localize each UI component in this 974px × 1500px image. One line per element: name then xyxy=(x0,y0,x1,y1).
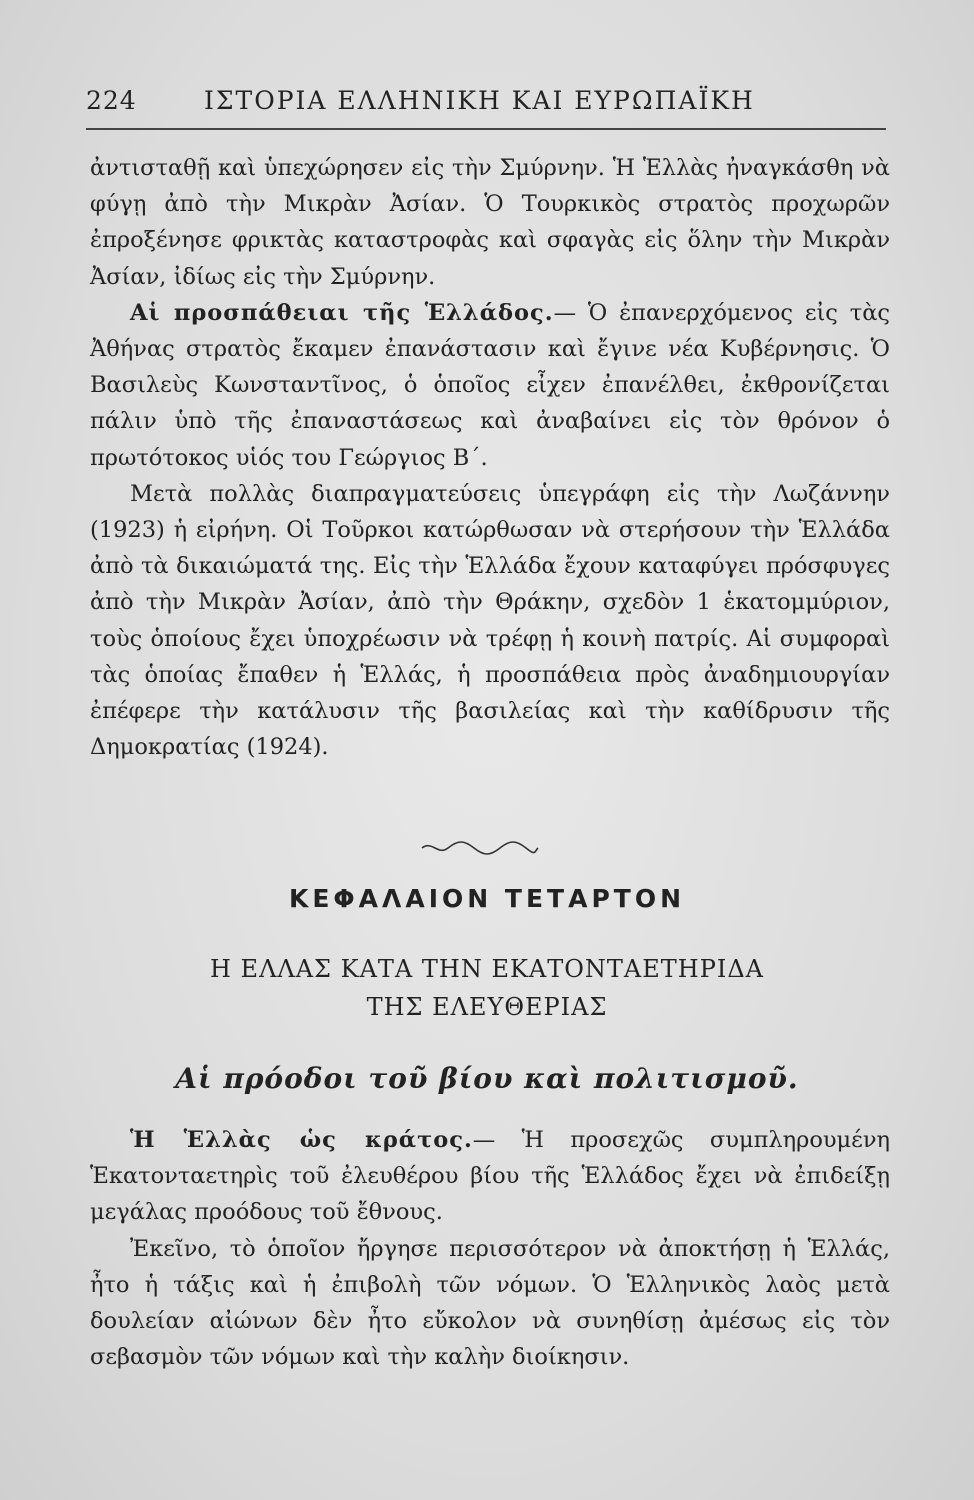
text-block-top xyxy=(90,150,890,765)
page-number: 224 xyxy=(86,86,137,115)
chapter-title-line: ΤΗΣ ΕΛΕΥΘΕΡΙΑΣ xyxy=(366,993,608,1021)
running-head: ΙΣΤΟΡΙΑ ΕΛΛΗΝΙΚΗ ΚΑΙ ΕΥΡΩΠΑΪΚΗ xyxy=(204,86,755,115)
section-title: Αἱ πρόοδοι τοῦ βίου καὶ πολιτισμοῦ. xyxy=(175,1062,799,1095)
chapter-title-line: Η ΕΛΛΑΣ ΚΑΤΑ ΤΗΝ ΕΚΑΤΟΝΤΑΕΤΗΡΙΔΑ xyxy=(209,955,765,983)
paragraph: Ἐκεῖνο, τὸ ὁποῖον ἤργησε περισσότερον νὰ ἀποκτήσῃ ἡ Ἑλλάς, ἦτο ἡ τάξις καὶ ἡ ἐπιβολὴ τῶν νόμων. Ὁ Ἑλληνικὸς λαὸς μετὰ δουλείαν αἰώνων δὲν ἦτο εὔκολον νὰ συνηθίσῃ ἀμέσως εἰς τὸν σεβασμὸν τῶν νόμων καὶ τὴν καλὴν διοίκησιν. xyxy=(90,1235,890,1371)
paragraph xyxy=(90,295,890,476)
paragraph xyxy=(90,1122,890,1231)
paragraph: Μετὰ πολλὰς διαπραγματεύσεις ὑπεγράφη εἰς τὴν Λωζάννην (1923) ἡ εἰρήνη. Οἱ Τοῦρκοι κατώρθωσαν νὰ στερήσουν τὴν Ἑλλάδα ἀπὸ τὰ δικαιώματά της. Εἰς τὴν Ἑλλάδα ἔχουν καταφύγει πρόσφυγες ἀπὸ τὴν Μικρὰν Ἀσίαν, ἀπὸ τὴν Θράκην, σχεδὸν 1 ἑκατομμύριον, τοὺς ὁποίους ἔχει ὑποχρέωσιν νὰ τρέφῃ ἡ κοινὴ πατρίς. Αἱ συμφοραὶ τὰς ὁποίας ἔπαθεν ἡ Ἑλλάς, ἡ προσπάθεια πρὸς ἀναδημιουργίαν ἐπέφερε τὴν κατάλυσιν τῆς βασιλείας καὶ τὴν καθίδρυσιν τῆς Δημοκρατίας (1924). xyxy=(90,480,890,761)
paragraph-text: — Ὁ ἐπανερχόμενος εἰς τὰς Ἀθήνας στρατὸς ἔκαμεν ἐπανάστασιν καὶ ἔγινε νέα Κυβέρνησις. Ὁ Βασιλεὺς Κωνσταντῖνος, ὁ ὁποῖος εἶχεν ἐπανέλθει, ἐκθρονίζεται πάλιν ὑπὸ τῆς ἐπαναστάσεως καὶ ἀναβαίνει εἰς τὸν θρόνον ὁ πρωτότοκος υἱός του Γεώργιος Β΄. xyxy=(90,299,890,471)
text-block-bottom xyxy=(90,1122,890,1375)
paragraph: ἀντισταθῇ καὶ ὑπεχώρησεν εἰς τὴν Σμύρνην. Ἡ Ἑλλὰς ἠναγκάσθη νὰ φύγῃ ἀπὸ τὴν Μικρὰν Ἀσίαν. Ὁ Τουρκικὸς στρατὸς προχωρῶν ἐπροξένησε φρικτὰς καταστροφὰς καὶ σφαγὰς εἰς ὅλην τὴν Μικρὰν Ἀσίαν, ἰδίως εἰς τὴν Σμύρνην. xyxy=(90,155,890,290)
run-in-heading: Αἱ προσπάθειαι τῆς Ἑλλάδος. xyxy=(130,299,554,326)
chapter-label: ΚΕΦΑΛΑΙΟΝ ΤΕΤΑΡΤΟΝ xyxy=(288,884,685,913)
page-header xyxy=(86,84,886,130)
run-in-heading: Ἡ Ἑλλὰς ὡς κράτος. xyxy=(130,1127,473,1153)
chapter-title xyxy=(0,950,974,1026)
paragraph-text: — Ἡ προσεχῶς συμπληρουμένη Ἑκατονταετηρὶς τοῦ ἐλευθέρου βίου τῆς Ἑλλάδος ἔχει νὰ ἐπιδείξῃ μεγάλας προόδους τοῦ ἔθνους. xyxy=(90,1127,890,1226)
divider-ornament-icon xyxy=(420,838,540,858)
